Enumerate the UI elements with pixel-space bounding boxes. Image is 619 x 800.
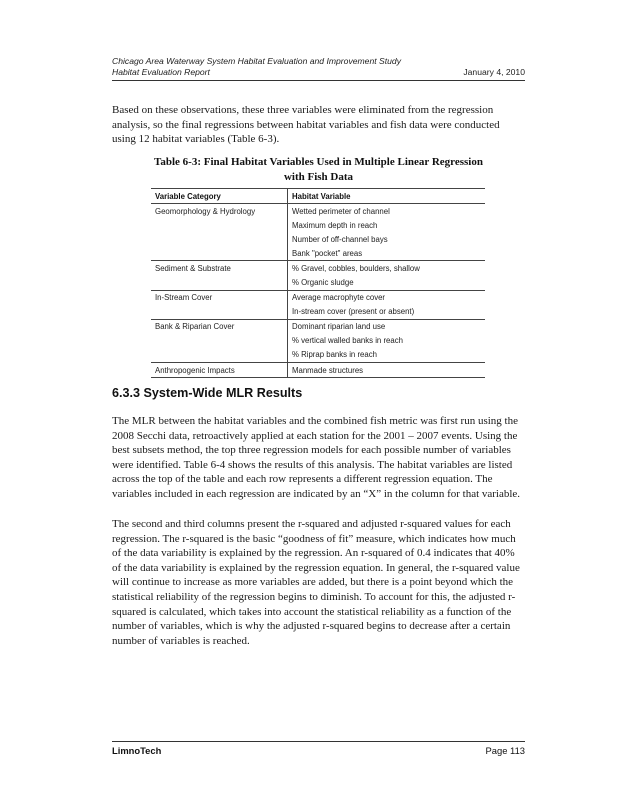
category-cell [151, 246, 288, 261]
table-row [151, 363, 485, 378]
table-row [151, 290, 485, 305]
table-caption-line-1: Table 6-3: Final Habitat Variables Used in Multiple Linear Regression [154, 156, 483, 168]
table-row [151, 218, 485, 232]
table-row [151, 334, 485, 348]
body-paragraph: The MLR between the habitat variables and the combined fish metric was first run using the 2008 Secchi data, retroactively applied at each station for the 2001 – 2007 events. Using the best subsets method, the top three regression models for each possible number of variables were identified. Table 6-4 shows the results of this analysis. The habitat variables are listed across the top of the table and each row represents a different regression equation. The variables included in each regression are indicated by an “X” in the column for that variable. [112, 415, 521, 500]
body-paragraph: The second and third columns present the r-squared and adjusted r-squared values for each regression. The r-squared is the basic “goodness of fit” measure, which indicates how much of the data variability is explained by the regression. An r-squared of 0.4 indicates that 40% of the data variability is explained by the regression equation. In general, the r-squared value will continue to increase as more variables are added, but there is a point beyond which the statistical reliability of the regression begins to diminish. To account for this, the adjusted r-squared is calculated, which takes into account the statistical reliability as a function of the number of variables, which is why the adjusted r-squared begins to decrease after a certain number of variables is reached. [112, 518, 520, 647]
header-study-title: Chicago Area Waterway System Habitat Evaluation and Improvement Study [112, 56, 401, 66]
header-report-title: Habitat Evaluation Report [112, 67, 210, 77]
variable-cell: Number of off-channel bays [292, 234, 388, 244]
table-row [151, 232, 485, 246]
habitat-variables-table [151, 188, 485, 378]
variable-cell: Dominant riparian land use [288, 319, 486, 334]
page-number: Page 113 [485, 745, 525, 756]
variable-cell: Average macrophyte cover [288, 290, 486, 305]
category-cell [151, 218, 288, 232]
category-cell: Bank & Riparian Cover [151, 319, 288, 334]
variable-cell: Manmade structures [288, 363, 486, 378]
column-header-category: Variable Category [151, 189, 288, 204]
category-cell: Anthropogenic Impacts [151, 363, 288, 378]
table-header-row [151, 189, 485, 204]
variable-cell: Bank "pocket" areas [292, 248, 363, 258]
variable-cell: % Organic sludge [292, 278, 354, 288]
footer-company: LimnoTech [112, 745, 162, 756]
category-cell [151, 275, 288, 290]
header-date: January 4, 2010 [463, 67, 525, 77]
column-header-variable: Habitat Variable [288, 189, 486, 204]
variable-cell: In-stream cover (present or absent) [292, 307, 415, 317]
category-cell: Sediment & Substrate [151, 261, 288, 276]
table-row [151, 204, 485, 219]
page-footer [112, 745, 525, 756]
variable-cell: % vertical walled banks in reach [292, 336, 403, 346]
table-row [151, 246, 485, 261]
section-heading: 6.3.3 System-Wide MLR Results [112, 386, 303, 400]
table-row [151, 305, 485, 320]
category-cell [151, 305, 288, 320]
category-cell: Geomorphology & Hydrology [151, 204, 288, 219]
table-row [151, 275, 485, 290]
category-cell [151, 334, 288, 348]
header-row [112, 67, 525, 78]
variable-cell: Maximum depth in reach [292, 220, 378, 230]
table-row [151, 319, 485, 334]
category-cell [151, 348, 288, 363]
intro-paragraph: Based on these observations, these three variables were eliminated from the regression analysis, so the final regressions between habitat variables and fish data were conducted using 12 habitat variables (Table 6-3). [112, 104, 500, 146]
footer-divider [112, 741, 525, 742]
table-row [151, 261, 485, 276]
variable-cell: % Riprap banks in reach [292, 350, 377, 360]
variable-cell: Wetted perimeter of channel [292, 206, 390, 216]
header-divider [112, 80, 525, 81]
table-row [151, 348, 485, 363]
variable-cell: % Gravel, cobbles, boulders, shallow [288, 261, 486, 276]
category-cell [151, 232, 288, 246]
running-header [112, 56, 525, 78]
table-caption [112, 155, 525, 184]
table-caption-line-2: with Fish Data [283, 170, 354, 183]
category-cell: In-Stream Cover [151, 290, 288, 305]
